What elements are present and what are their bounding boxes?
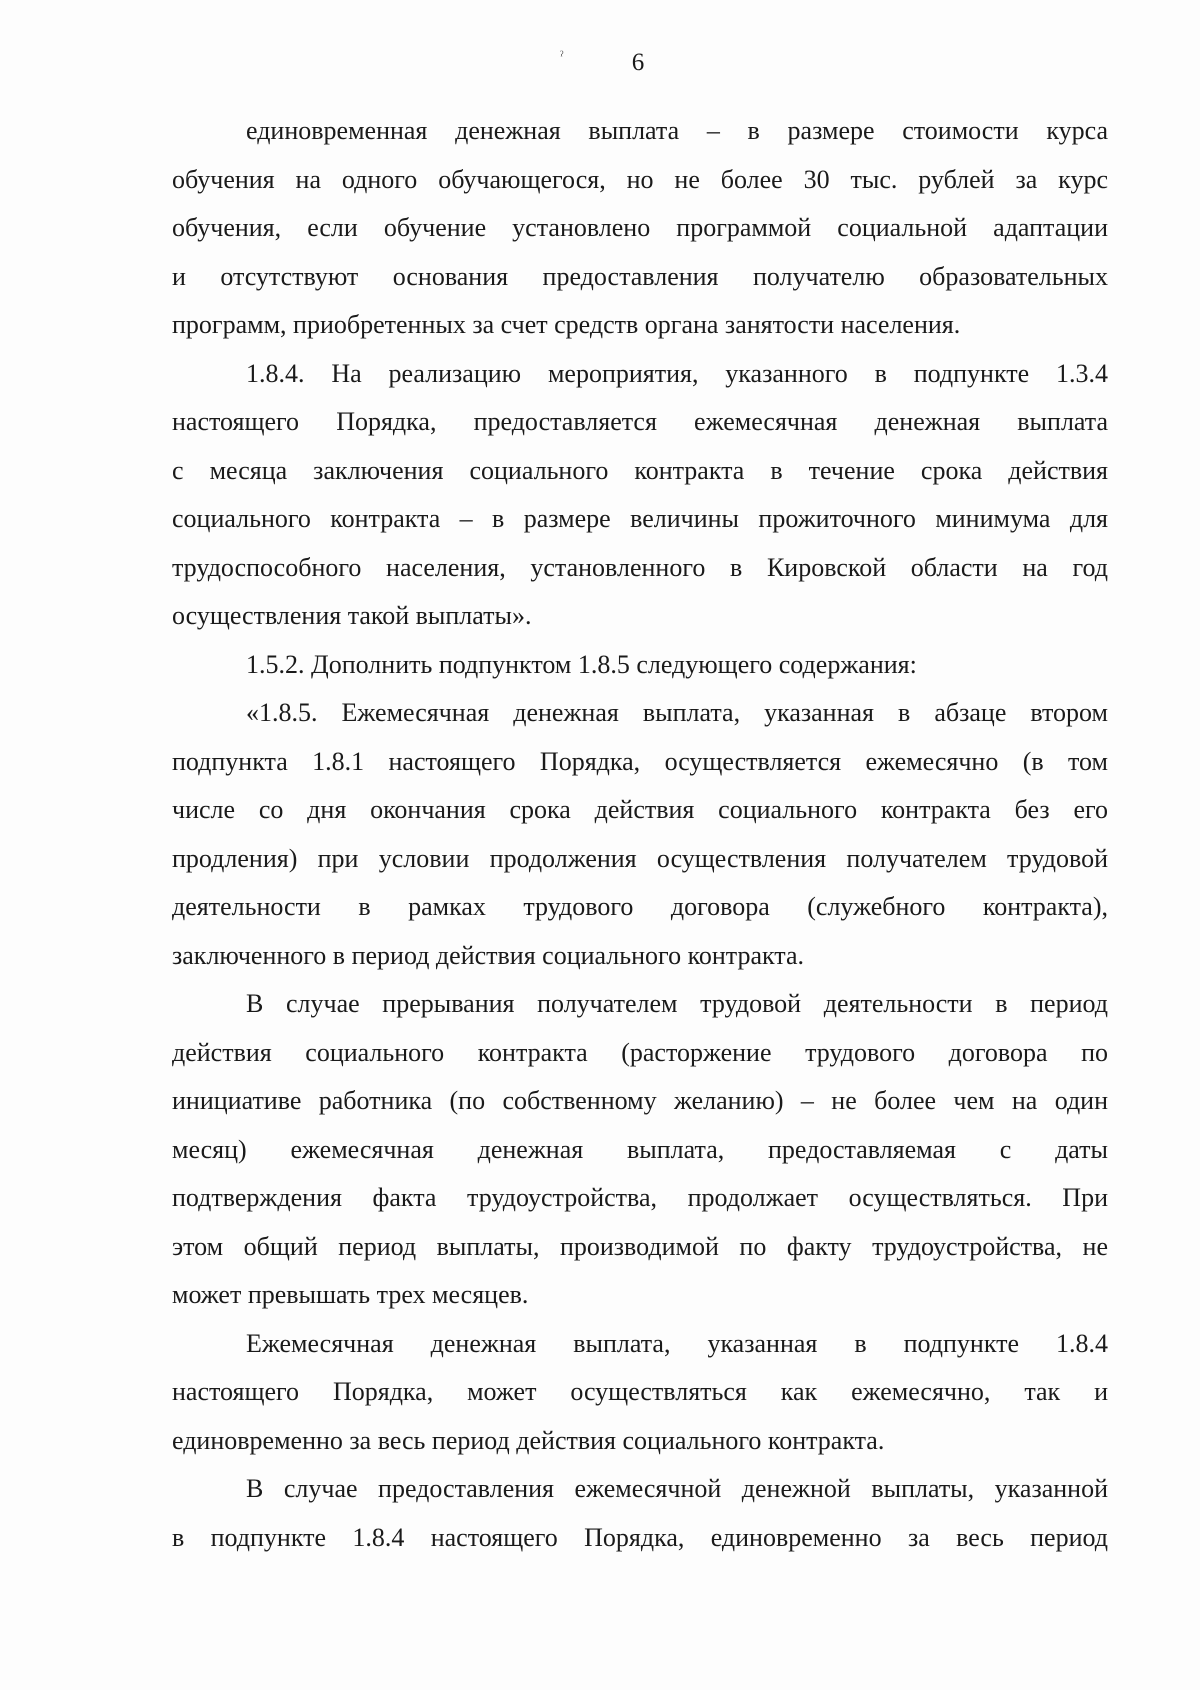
text-line: этом общий период выплаты, производимой по факту трудоустройства, не: [172, 1231, 1108, 1261]
text-line: В случае предоставления ежемесячной денежной выплаты, указанной: [246, 1474, 1108, 1503]
paragraph-continuation: [172, 107, 1108, 350]
text-line: действия социального контракта (расторжение трудового договора по: [172, 1037, 1108, 1067]
text-line: настоящего Порядка, может осуществляться как ежемесячно, так и: [172, 1377, 1108, 1406]
text-line: Ежемесячная денежная выплата, указанная в подпункте 1.8.4: [246, 1328, 1108, 1358]
scan-speck: ˀ: [560, 49, 564, 64]
paragraph-1-5-2: [172, 641, 1108, 690]
text-line: подтверждения факта трудоустройства, продолжает осуществляться. При: [172, 1183, 1108, 1212]
text-line: единовременная денежная выплата – в размере стоимости курса: [246, 116, 1108, 145]
text-line: инициативе работника (по собственному желанию) – не более чем на один: [172, 1086, 1108, 1115]
text-line: обучения на одного обучающегося, но не более 30 тыс. рублей за курс: [172, 164, 1108, 194]
paragraph-lump-sum: [172, 1465, 1108, 1562]
paragraph-1-8-4: [172, 350, 1108, 641]
page-number: 6: [631, 49, 645, 76]
text-line: настоящего Порядка, предоставляется ежемесячная денежная выплата: [172, 407, 1108, 436]
document-body: [172, 107, 1108, 1562]
paragraph-interruption: [172, 980, 1108, 1320]
text-line: в подпункте 1.8.4 настоящего Порядка, единовременно за весь период: [172, 1522, 1108, 1552]
text-line: осуществления такой выплаты».: [172, 601, 532, 630]
text-line: социального контракта – в размере величины прожиточного минимума для: [172, 504, 1108, 533]
text-line: деятельности в рамках трудового договора (служебного контракта),: [172, 892, 1108, 921]
text-line: единовременно за весь период действия социального контракта.: [172, 1425, 885, 1455]
text-line: В случае прерывания получателем трудовой деятельности в период: [246, 989, 1108, 1018]
text-line: обучения, если обучение установлено программой социальной адаптации: [172, 213, 1108, 242]
paragraph-monthly-payment: [172, 1320, 1108, 1466]
text-line: месяц) ежемесячная денежная выплата, предоставляемая с даты: [172, 1134, 1108, 1164]
text-line: 1.8.4. На реализацию мероприятия, указанного в подпункте 1.3.4: [246, 358, 1108, 388]
text-line: программ, приобретенных за счет средств органа занятости населения.: [172, 310, 961, 339]
text-line: числе со дня окончания срока действия социального контракта без его: [172, 795, 1108, 824]
text-line: и отсутствуют основания предоставления получателю образовательных: [172, 261, 1108, 291]
text-line: «1.8.5. Ежемесячная денежная выплата, указанная в абзаце втором: [246, 698, 1108, 727]
text-line: продления) при условии продолжения осуществления получателем трудовой: [172, 843, 1108, 873]
text-line: подпункта 1.8.1 настоящего Порядка, осуществляется ежемесячно (в том: [172, 746, 1108, 776]
text-line: 1.5.2. Дополнить подпунктом 1.8.5 следующего содержания:: [246, 649, 917, 679]
text-line: с месяца заключения социального контракта в течение срока действия: [172, 455, 1108, 485]
text-line: трудоспособного населения, установленного в Кировской области на год: [172, 552, 1108, 582]
paragraph-1-8-5: [172, 689, 1108, 980]
text-line: заключенного в период действия социального контракта.: [172, 940, 805, 970]
text-line: может превышать трех месяцев.: [172, 1280, 529, 1309]
